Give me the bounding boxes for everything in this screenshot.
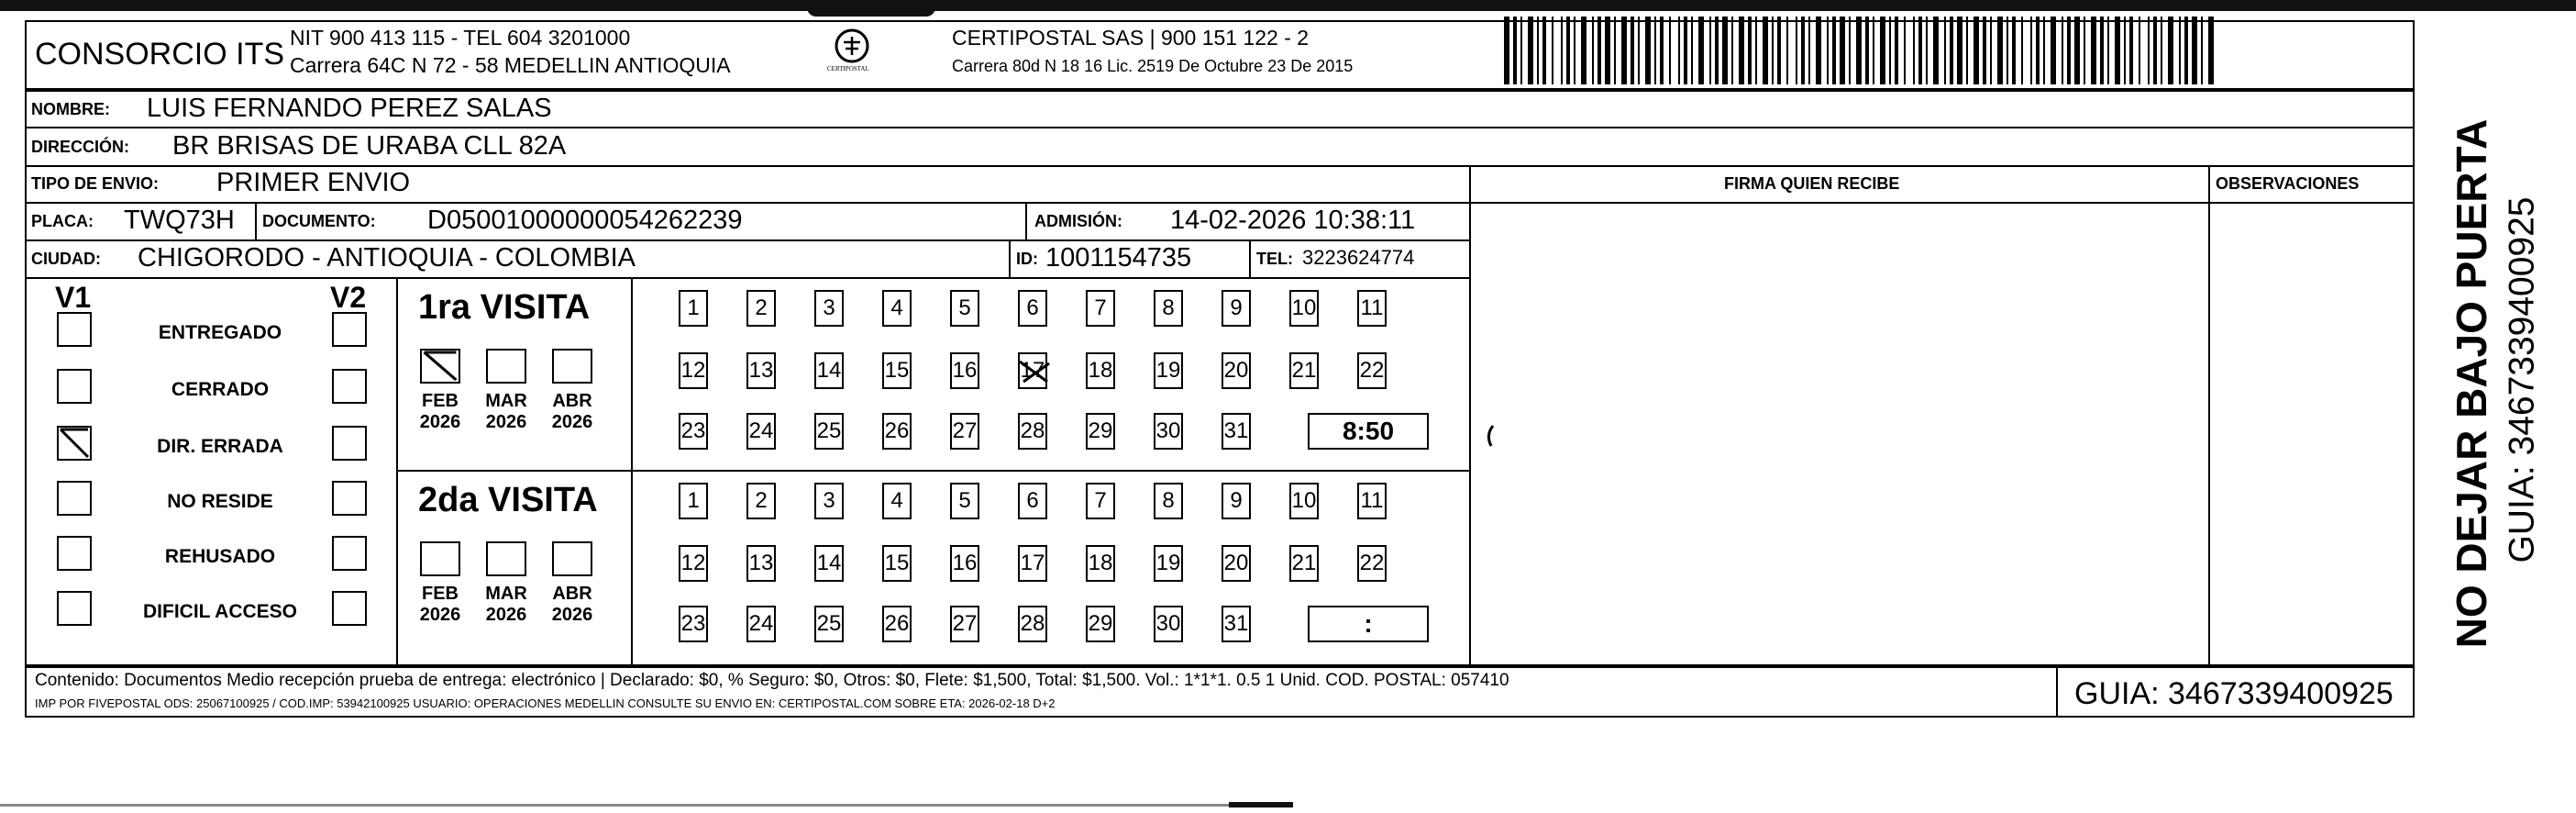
day-box[interactable]: 18 [1086,545,1115,582]
barcode-bar [2100,17,2104,84]
barcode-bar [1983,17,1986,84]
barcode-bar [1796,17,1797,84]
barcode-bar [2168,17,2173,84]
barcode-bar [1997,17,2003,84]
barcode-bar [1944,17,1946,84]
status-v2-checkbox[interactable] [332,536,367,571]
day-box[interactable]: 23 [679,413,708,450]
month-checkbox[interactable] [486,541,526,576]
ciudad-value: CHIGORODO - ANTIOQUIA - COLOMBIA [138,243,636,273]
status-v1-checkbox[interactable] [57,536,92,571]
barcode-bar [1990,17,1992,84]
day-box[interactable]: 30 [1154,606,1183,642]
day-box[interactable]: 31 [1222,413,1251,450]
day-box[interactable]: 19 [1154,545,1183,582]
tel-value: 3223624774 [1302,246,1415,269]
ciudad-label: CIUDAD: [31,250,101,268]
day-box[interactable]: 13 [746,352,776,389]
month-checkbox[interactable] [420,541,460,576]
month-name: ABR [552,391,592,411]
day-box[interactable]: 6 [1018,290,1047,327]
barcode-bar [1537,17,1539,84]
day-box[interactable]: 8 [1154,290,1183,327]
nombre-label: NOMBRE: [31,100,110,118]
logo-text: CERTIPOSTAL [827,65,869,72]
v2-label: V2 [330,281,367,314]
day-box[interactable]: 4 [882,290,912,327]
status-option-label: NO RESIDE [167,491,273,512]
month-name: MAR [485,584,527,604]
barcode-bar [1709,17,1711,84]
barcode-bar [2208,17,2214,84]
month-year: 2026 [419,412,461,432]
month-label [413,391,468,433]
barcode-bar [2129,17,2133,84]
barcode-bar [1684,17,1687,84]
tipo-label: TIPO DE ENVIO: [31,174,160,193]
day-box[interactable]: 12 [679,545,708,582]
nombre-value: LUIS FERNANDO PEREZ SALAS [147,94,552,123]
barcode-bar [2074,17,2080,84]
barcode [1500,17,2234,84]
bottom-scan-edge [0,804,1229,807]
barcode-bar [1856,17,1862,84]
month-name: MAR [485,391,527,411]
day-box[interactable]: 14 [814,352,844,389]
visit-time-box[interactable]: 8:50 [1308,413,1429,450]
day-box[interactable]: 5 [950,483,979,519]
barcode-bar [1614,17,1616,84]
day-box[interactable]: 9 [1222,290,1251,327]
day-box[interactable]: 29 [1086,606,1115,642]
carrier-name: CERTIPOSTAL SAS | 900 151 122 - 2 [952,26,1310,50]
month-name: FEB [422,391,459,411]
barcode-bar [1731,17,1733,84]
barcode-bar [1678,17,1680,84]
status-v2-checkbox[interactable] [332,481,367,516]
status-v2-checkbox[interactable] [332,591,367,626]
top-scan-notch [807,7,935,17]
barcode-bar [1889,17,1891,84]
barcode-bar [2062,17,2063,84]
barcode-bar [2201,17,2203,84]
barcode-bar [1566,17,1570,84]
day-box[interactable]: 26 [882,606,912,642]
barcode-bar [1552,17,1553,84]
barcode-bar [1748,17,1752,84]
month-label [413,584,468,626]
carrier-address: Carrera 80d N 18 16 Lic. 2519 De Octubre 23 De 2015 [952,57,1354,75]
status-v1-checkbox[interactable] [57,369,92,404]
barcode-bar [1957,17,1962,84]
barcode-bar [1638,17,1640,84]
day-box[interactable]: 18 [1086,352,1115,389]
barcode-bar [1654,17,1656,84]
status-v2-checkbox[interactable] [332,369,367,404]
barcode-bar [1832,17,1836,84]
day-box[interactable]: 24 [746,606,776,642]
day-box[interactable]: 27 [950,606,979,642]
sender-name: CONSORCIO ITS [35,37,285,72]
barcode-bar [2139,17,2140,84]
barcode-bar [1715,17,1719,84]
status-option-label: CERRADO [171,379,270,400]
status-v2-checkbox[interactable] [332,426,367,461]
day-box[interactable]: 31 [1222,606,1251,642]
tel-label: TEL: [1256,250,1293,268]
day-box[interactable]: 20 [1222,545,1251,582]
day-box[interactable]: 1 [679,290,708,327]
barcode-bar [1933,17,1939,84]
barcode-bar [1542,17,1546,84]
day-box[interactable]: 26 [882,413,912,450]
month-checkbox[interactable] [486,349,526,384]
barcode-bar [1598,17,1601,84]
barcode-bar [2153,17,2157,84]
barcode-bar [1592,17,1594,84]
day-box[interactable]: 3 [814,483,844,519]
barcode-bar [2051,17,2056,84]
id-label: ID: [1016,250,1038,268]
direccion-label: DIRECCIÓN: [31,138,129,156]
barcode-bar [2091,17,2096,84]
visit-time-box[interactable]: : [1308,606,1429,642]
day-box[interactable]: 25 [814,606,844,642]
barcode-bar [1865,17,1869,84]
day-box[interactable]: 9 [1222,483,1251,519]
month-name: FEB [422,584,459,604]
barcode-bar [2036,17,2040,84]
month-year: 2026 [551,412,593,432]
observaciones-label: OBSERVACIONES [2216,174,2360,193]
day-box[interactable]: 19 [1154,352,1183,389]
barcode-bar [1808,17,1810,84]
status-option-label: REHUSADO [164,546,276,567]
barcode-bar [1520,17,1522,84]
v1-label: V1 [55,281,92,314]
month-label [545,391,600,433]
barcode-bar [1574,17,1575,84]
day-box[interactable]: 20 [1222,352,1251,389]
month-name: ABR [552,584,592,604]
month-label [479,391,534,433]
barcode-bar [2084,17,2085,84]
barcode-bar [2021,17,2023,84]
day-box[interactable]: 30 [1154,413,1183,450]
day-box[interactable]: 14 [814,545,844,582]
day-box[interactable]: 4 [882,483,912,519]
day-box[interactable]: 11 [1357,483,1387,519]
day-box[interactable]: 22 [1357,545,1387,582]
barcode-bar [1816,17,1821,84]
direccion-value: BR BRISAS DE URABA CLL 82A [172,131,567,161]
footer-contenido: Contenido: Documentos Medio recepción prueba de entrega: electrónico | Declarado: $0, % Seguro: $0, Otros: $0, Flete: $1,500, Total: $1,500. Vol.: 1*1*1. 0.5 1 Unid. COD. POSTAL: 057410 [35,671,1509,690]
month-label [545,584,600,626]
barcode-bar [1973,17,1979,84]
barcode-bar [2115,17,2120,84]
id-value: 1001154735 [1045,243,1192,273]
barcode-bar [1669,17,1671,84]
day-box[interactable]: 1 [679,483,708,519]
barcode-bar [1763,17,1768,84]
day-box[interactable]: 6 [1018,483,1047,519]
month-year: 2026 [485,605,527,625]
barcode-bar [2161,17,2162,84]
status-v1-checkbox[interactable] [57,426,92,461]
barcode-bar [1645,17,1651,84]
documento-label: DOCUMENTO: [262,212,376,230]
status-v1-checkbox[interactable] [57,591,92,626]
barcode-bar [1849,17,1851,84]
barcode-bar [2148,17,2150,84]
barcode-bar [1880,17,1885,84]
day-box[interactable]: 25 [814,413,844,450]
day-box[interactable]: 2 [746,290,776,327]
firma-label: FIRMA QUIEN RECIBE [1724,174,1900,193]
day-box[interactable]: 2 [746,483,776,519]
barcode-bar [1698,17,1704,84]
month-year: 2026 [485,412,527,432]
day-box[interactable]: 15 [882,545,912,582]
visit-title: 2da VISITA [418,481,598,519]
day-box[interactable]: 23 [679,606,708,642]
top-scan-edge [0,0,2576,11]
barcode-bar [1895,17,1898,84]
barcode-bar [1827,17,1829,84]
barcode-bar [2192,17,2197,84]
admision-value: 14-02-2026 10:38:11 [1170,206,1416,235]
barcode-bar [2179,17,2181,84]
status-v2-checkbox[interactable] [332,312,367,347]
footer-imp: IMP POR FIVEPOSTAL ODS: 25067100925 / COD.IMP: 53942100925 USUARIO: OPERACIONES MEDELLIN CONSULTE SU ENVIO EN: CERTIPOSTAL.COM SOBRE ETA: 2026-02-18 D+2 [35,696,1056,710]
day-box[interactable]: 21 [1289,545,1319,582]
day-box[interactable]: 12 [679,352,708,389]
barcode-bar [1801,17,1805,84]
day-box[interactable]: 27 [950,413,979,450]
barcode-bar [2043,17,2045,84]
placa-value: TWQ73H [124,206,235,235]
barcode-bar [1926,17,1928,84]
barcode-bar [2107,17,2109,84]
day-box[interactable]: 7 [1086,483,1115,519]
sender-nit: NIT 900 413 115 - TEL 604 3201000 [290,26,631,50]
day-box[interactable]: 16 [950,545,979,582]
day-box[interactable]: 24 [746,413,776,450]
barcode-bar [2030,17,2032,84]
barcode-bar [1605,17,1610,84]
barcode-bar [1786,17,1788,84]
barcode-bar [1755,17,1757,84]
status-v1-checkbox[interactable] [57,312,92,347]
barcode-bar [1581,17,1587,84]
day-box[interactable]: 3 [814,290,844,327]
status-option-label: DIR. ERRADA [157,436,283,457]
day-box[interactable]: 5 [950,290,979,327]
day-box[interactable]: 28 [1018,413,1047,450]
barcode-bar [1918,17,1922,84]
day-box[interactable]: 29 [1086,413,1115,450]
month-checkbox[interactable] [420,349,460,384]
barcode-bar [2012,17,2016,84]
side-guia: GUIA: 3467339400925 [2502,196,2542,563]
barcode-bar [1777,17,1781,84]
day-box[interactable]: 21 [1289,352,1319,389]
footer-guia: GUIA: 3467339400925 [2074,676,2394,711]
barcode-bar [1513,17,1517,84]
certipostal-logo [827,26,873,83]
barcode-bar [2124,17,2126,84]
day-box[interactable]: 10 [1289,483,1319,519]
bottom-scan-mark [1229,802,1293,807]
barcode-bar [2007,17,2008,84]
barcode-bar [1561,17,1563,84]
month-label [479,584,534,626]
day-box[interactable]: 13 [746,545,776,582]
barcode-bar [1722,17,1728,84]
barcode-bar [1631,17,1634,84]
barcode-bar [1950,17,1953,84]
barcode-bar [1528,17,1533,84]
status-option-label: ENTREGADO [158,322,282,343]
day-box[interactable]: 10 [1289,290,1319,327]
placa-label: PLACA: [31,212,94,230]
day-box[interactable]: 28 [1018,606,1047,642]
month-checkbox[interactable] [552,349,592,384]
day-box[interactable]: 8 [1154,483,1183,519]
day-box[interactable]: 17 [1018,352,1047,389]
month-checkbox[interactable] [552,541,592,576]
sender-address: Carrera 64C N 72 - 58 MEDELLIN ANTIOQUIA [290,53,731,77]
barcode-bar [1691,17,1693,84]
day-box[interactable]: 17 [1018,545,1047,582]
month-year: 2026 [551,605,593,625]
admision-label: ADMISIÓN: [1034,212,1122,230]
status-option-label: DIFICIL ACCESO [142,601,298,622]
barcode-bar [1772,17,1774,84]
day-box[interactable]: 7 [1086,290,1115,327]
day-box[interactable]: 22 [1357,352,1387,389]
barcode-bar [1966,17,1968,84]
tipo-value: PRIMER ENVIO [216,168,411,197]
documento-value: D05001000000054262239 [427,206,743,235]
barcode-bar [1904,17,1906,84]
side-warning: NO DEJAR BAJO PUERTA [2448,118,2495,649]
barcode-bar [1621,17,1627,84]
visit-title: 1ra VISITA [418,288,591,327]
barcode-bar [2184,17,2188,84]
day-box[interactable]: 16 [950,352,979,389]
barcode-bar [1873,17,1874,84]
barcode-bar [1504,17,1509,84]
barcode-bar [1840,17,1845,84]
barcode-bar [2067,17,2071,84]
month-year: 2026 [419,605,461,625]
barcode-bar [1913,17,1915,84]
status-v1-checkbox[interactable] [57,481,92,516]
barcode-bar [1660,17,1664,84]
day-box[interactable]: 11 [1357,290,1387,327]
barcode-bar [1739,17,1744,84]
day-box[interactable]: 15 [882,352,912,389]
